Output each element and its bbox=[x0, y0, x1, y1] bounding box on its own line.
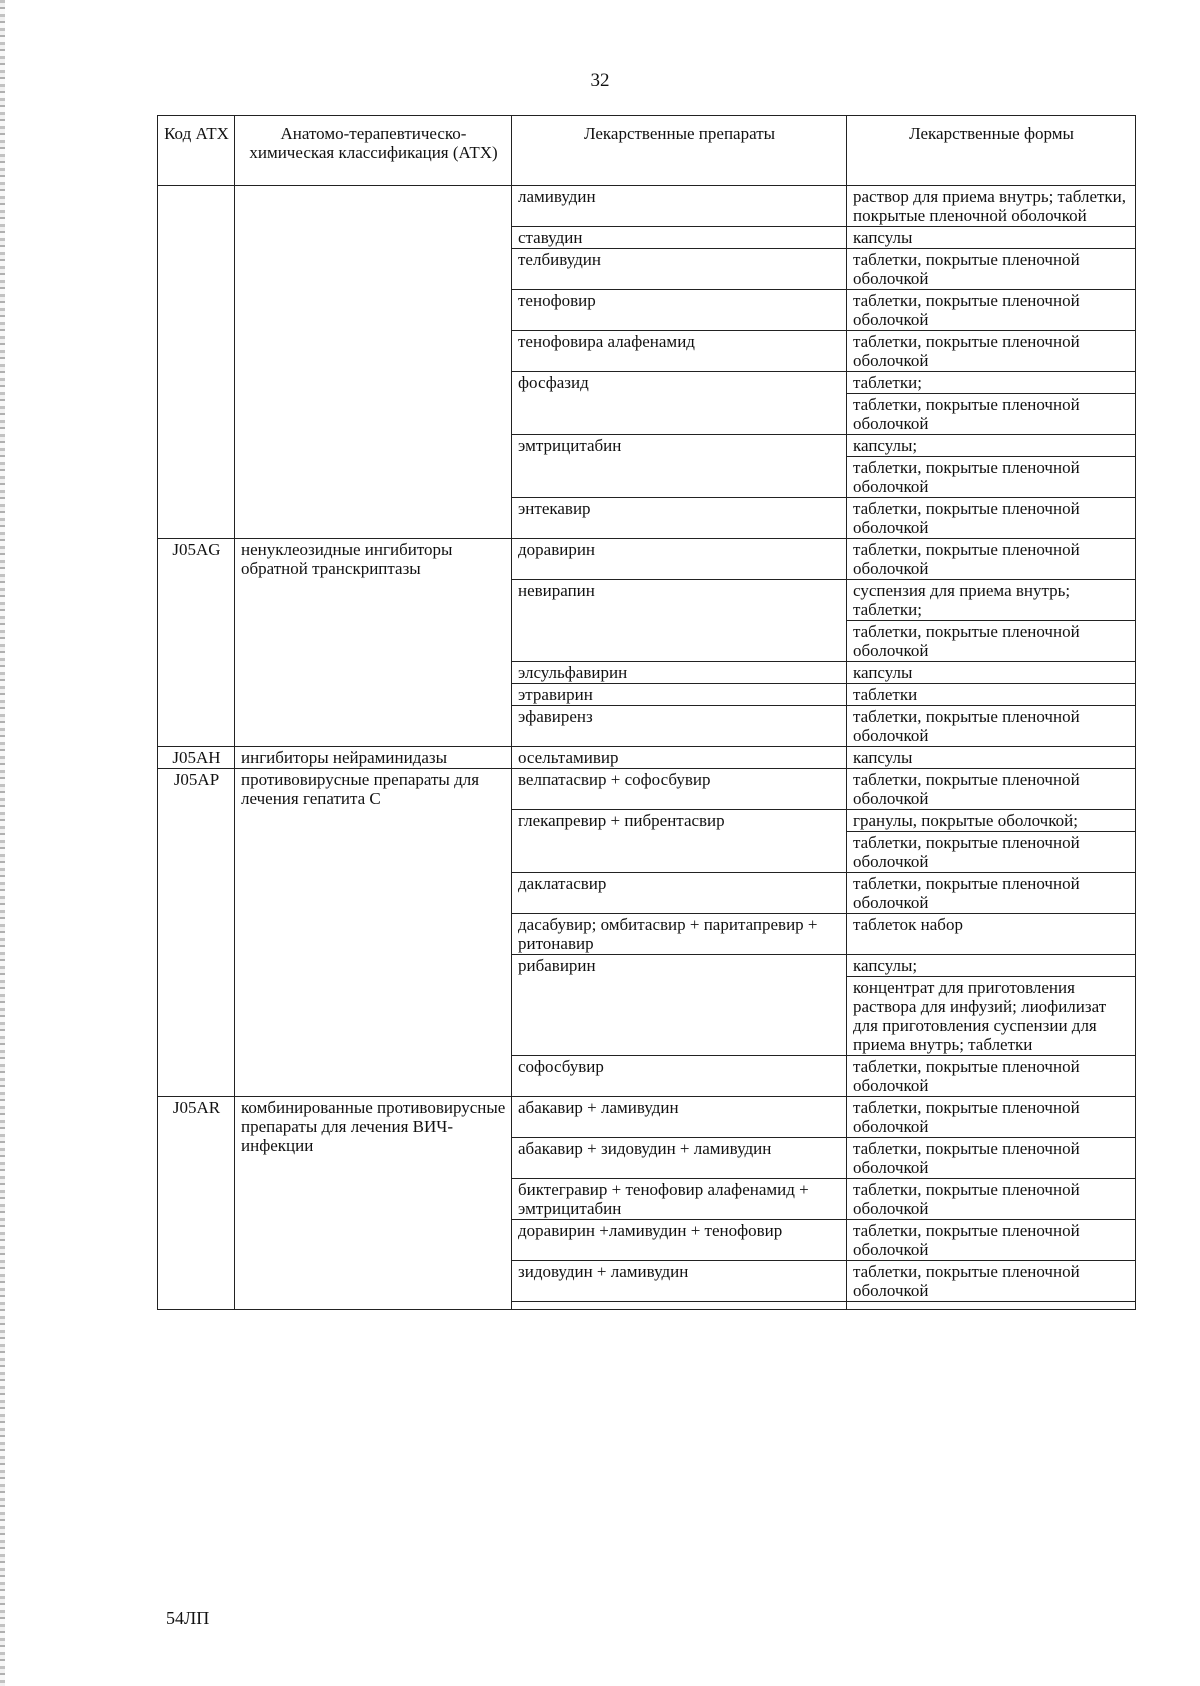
drug-spacer-cell bbox=[512, 1302, 847, 1310]
drug-cell: дасабувир; омбитасвир + паритапревир + ритонавир bbox=[512, 914, 847, 955]
drug-cell: даклатасвир bbox=[512, 873, 847, 914]
dosage-form-cell: таблетки, покрытые пленочной оболочкой bbox=[847, 394, 1136, 435]
dosage-form-cell: таблетки bbox=[847, 684, 1136, 706]
drug-cell: энтекавир bbox=[512, 498, 847, 539]
drug-cell: рибавирин bbox=[512, 955, 847, 1056]
table-row bbox=[158, 747, 1136, 769]
atx-classification-cell: противовирусные препараты для лечения гепатита С bbox=[235, 769, 512, 1097]
document-code: 54ЛП bbox=[166, 1608, 210, 1628]
header-drug: Лекарственные препараты bbox=[512, 116, 847, 186]
dosage-form-cell: таблетки; bbox=[847, 372, 1136, 394]
dosage-form-cell: концентрат для приготовления раствора для инфузий; лиофилизат для приготовления суспензии для приема внутрь; таблетки bbox=[847, 977, 1136, 1056]
table-row bbox=[158, 769, 1136, 810]
dosage-form-cell: капсулы bbox=[847, 747, 1136, 769]
dosage-form-cell: таблетки, покрытые пленочной оболочкой bbox=[847, 1097, 1136, 1138]
drug-cell: доравирин bbox=[512, 539, 847, 580]
dosage-form-cell: таблетки, покрытые пленочной оболочкой bbox=[847, 1056, 1136, 1097]
atx-classification-cell: комбинированные противовирусные препараты для лечения ВИЧ-инфекции bbox=[235, 1097, 512, 1310]
dosage-form-cell: раствор для приема внутрь; таблетки, покрытые пленочной оболочкой bbox=[847, 186, 1136, 227]
drug-cell: эмтрицитабин bbox=[512, 435, 847, 498]
atx-table bbox=[157, 115, 1136, 1310]
dosage-form-cell: капсулы bbox=[847, 662, 1136, 684]
dosage-form-cell: таблетки, покрытые пленочной оболочкой bbox=[847, 290, 1136, 331]
dosage-form-cell: таблетки, покрытые пленочной оболочкой bbox=[847, 249, 1136, 290]
dosage-form-cell: таблетки, покрытые пленочной оболочкой bbox=[847, 621, 1136, 662]
drug-cell: биктегравир + тенофовир алафенамид + эмтрицитабин bbox=[512, 1179, 847, 1220]
dosage-form-cell: таблетки, покрытые пленочной оболочкой bbox=[847, 498, 1136, 539]
dosage-form-cell: суспензия для приема внутрь; таблетки; bbox=[847, 580, 1136, 621]
drug-cell: эфавиренз bbox=[512, 706, 847, 747]
table-row bbox=[158, 1097, 1136, 1138]
atx-classification-cell: ненуклеозидные ингибиторы обратной транскриптазы bbox=[235, 539, 512, 747]
dosage-form-cell: капсулы; bbox=[847, 435, 1136, 457]
header-code: Код АТХ bbox=[158, 116, 235, 186]
table-header-row bbox=[158, 116, 1136, 186]
drug-cell: зидовудин + ламивудин bbox=[512, 1261, 847, 1302]
table-row bbox=[158, 186, 1136, 227]
drug-cell: фосфазид bbox=[512, 372, 847, 435]
atx-table-body bbox=[158, 186, 1136, 1310]
page-number: 32 bbox=[590, 70, 610, 91]
atx-classification-cell bbox=[235, 186, 512, 539]
dosage-form-cell: капсулы bbox=[847, 227, 1136, 249]
drug-cell: софосбувир bbox=[512, 1056, 847, 1097]
drug-cell: осельтамивир bbox=[512, 747, 847, 769]
dosage-form-cell: таблетки, покрытые пленочной оболочкой bbox=[847, 1220, 1136, 1261]
header-form: Лекарственные формы bbox=[847, 116, 1136, 186]
dosage-form-cell: таблетки, покрытые пленочной оболочкой bbox=[847, 832, 1136, 873]
drug-cell: тенофовир bbox=[512, 290, 847, 331]
atx-code-cell: J05AG bbox=[158, 539, 235, 747]
dosage-form-cell: таблетки, покрытые пленочной оболочкой bbox=[847, 706, 1136, 747]
drug-cell: доравирин +ламивудин + тенофовир bbox=[512, 1220, 847, 1261]
atx-code-cell bbox=[158, 186, 235, 539]
dosage-form-cell: таблетки, покрытые пленочной оболочкой bbox=[847, 1179, 1136, 1220]
dosage-form-cell: таблетки, покрытые пленочной оболочкой bbox=[847, 873, 1136, 914]
table-row bbox=[158, 539, 1136, 580]
dosage-form-cell: таблетки, покрытые пленочной оболочкой bbox=[847, 1261, 1136, 1302]
dosage-form-cell: гранулы, покрытые оболочкой; bbox=[847, 810, 1136, 832]
atx-code-cell: J05AR bbox=[158, 1097, 235, 1310]
drug-cell: велпатасвир + софосбувир bbox=[512, 769, 847, 810]
form-spacer-cell bbox=[847, 1302, 1136, 1310]
dosage-form-cell: таблеток набор bbox=[847, 914, 1136, 955]
dosage-form-cell: таблетки, покрытые пленочной оболочкой bbox=[847, 539, 1136, 580]
drug-cell: ламивудин bbox=[512, 186, 847, 227]
drug-cell: телбивудин bbox=[512, 249, 847, 290]
header-classification: Анатомо-терапевтическо-химическая классификация (АТХ) bbox=[235, 116, 512, 186]
drug-cell: тенофовира алафенамид bbox=[512, 331, 847, 372]
dosage-form-cell: таблетки, покрытые пленочной оболочкой bbox=[847, 457, 1136, 498]
drug-cell: этравирин bbox=[512, 684, 847, 706]
drug-cell: невирапин bbox=[512, 580, 847, 662]
drug-cell: глекапревир + пибрентасвир bbox=[512, 810, 847, 873]
drug-cell: абакавир + зидовудин + ламивудин bbox=[512, 1138, 847, 1179]
atx-classification-cell: ингибиторы нейраминидазы bbox=[235, 747, 512, 769]
drug-cell: элсульфавирин bbox=[512, 662, 847, 684]
dosage-form-cell: таблетки, покрытые пленочной оболочкой bbox=[847, 331, 1136, 372]
dosage-form-cell: таблетки, покрытые пленочной оболочкой bbox=[847, 1138, 1136, 1179]
dosage-form-cell: таблетки, покрытые пленочной оболочкой bbox=[847, 769, 1136, 810]
drug-cell: ставудин bbox=[512, 227, 847, 249]
drug-cell: абакавир + ламивудин bbox=[512, 1097, 847, 1138]
dosage-form-cell: капсулы; bbox=[847, 955, 1136, 977]
scan-edge bbox=[0, 0, 5, 1686]
atx-code-cell: J05AH bbox=[158, 747, 235, 769]
atx-code-cell: J05AP bbox=[158, 769, 235, 1097]
